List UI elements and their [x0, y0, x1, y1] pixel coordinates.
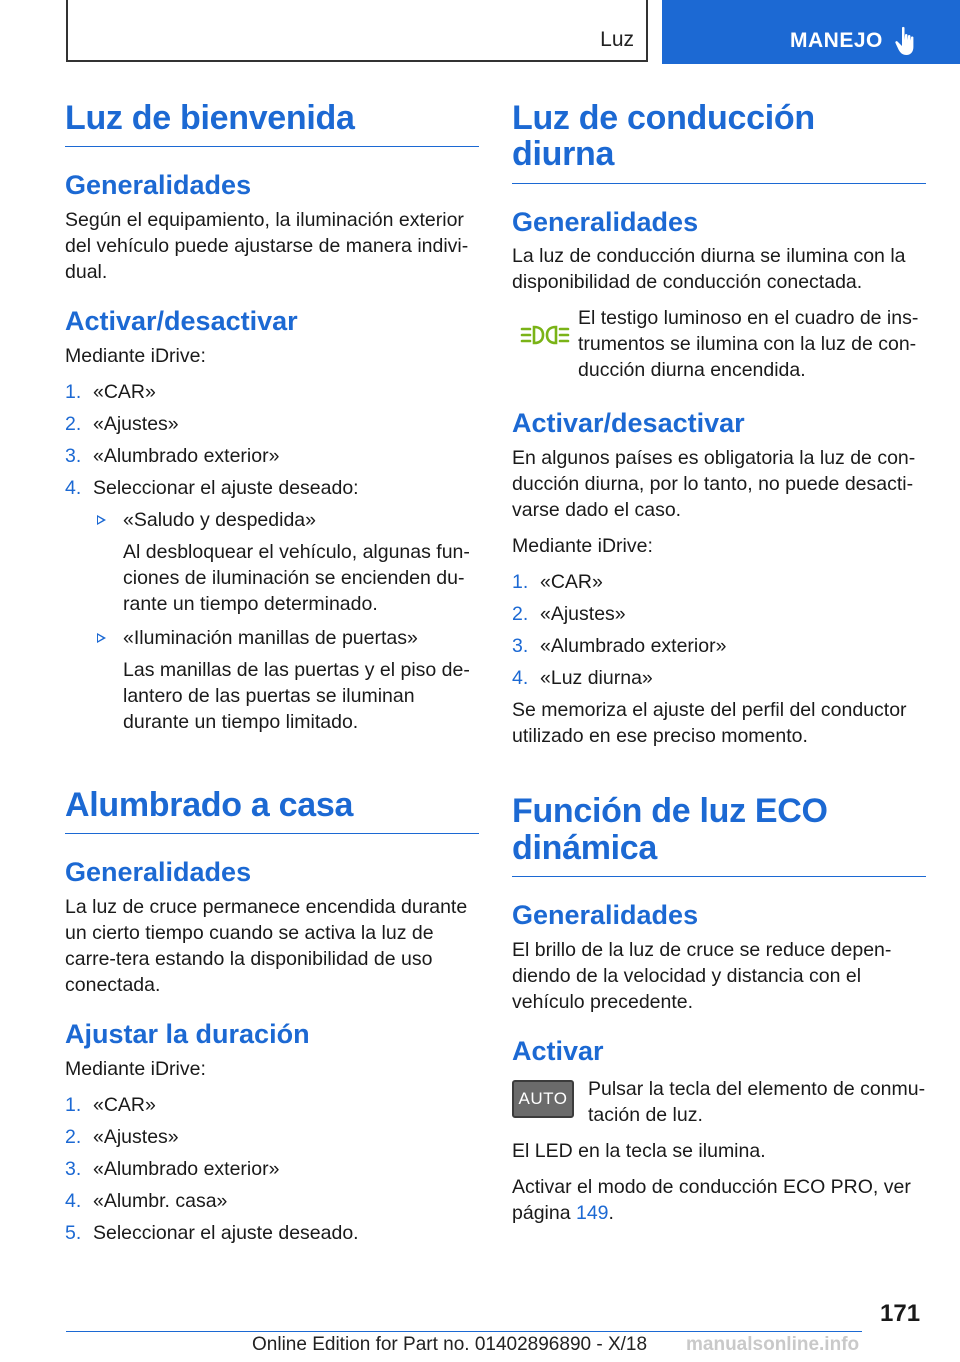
step-text: «Ajustes»	[93, 1125, 179, 1148]
footer-divider	[66, 1331, 862, 1332]
section-title-luz-bienvenida: Luz de bienvenida	[65, 100, 479, 147]
step-number: 4.	[65, 476, 82, 499]
paragraph-obligatoria: En algunos países es obligatoria la luz de con-ducción diurna, por lo tanto, no puede desacti-varse dado el caso.	[512, 447, 916, 522]
step-number: 2.	[65, 412, 82, 435]
heading-generalidades: Generalidades	[512, 206, 699, 237]
heading-generalidades: Generalidades	[512, 899, 699, 930]
footer-edition-text: Online Edition for Part no. 01402896890 - X/18	[252, 1334, 648, 1355]
step-number: 3.	[65, 1157, 82, 1180]
steps-list	[65, 1092, 479, 1246]
page-number: 171	[880, 1300, 921, 1327]
triangle-bullet-icon	[97, 633, 106, 643]
paragraph-led: El LED en la tecla se ilumina.	[512, 1140, 766, 1163]
paragraph-mediante-idrive: Mediante iDrive:	[512, 535, 653, 558]
step-number: 4.	[512, 667, 529, 690]
heading-activar-desactivar: Activar/desactivar	[65, 306, 298, 337]
list-item	[65, 379, 479, 405]
paragraph-generalidades: La luz de cruce permanece encendida durante un cierto tiempo cuando se activa la luz de carre-tera estando la disponibilidad de uso conectada.	[65, 895, 468, 996]
indicator-note	[512, 305, 926, 383]
step-text: «CAR»	[93, 1093, 156, 1116]
step-number: 1.	[512, 571, 529, 594]
sub-options-list	[93, 507, 479, 735]
step-text: «CAR»	[93, 380, 156, 403]
list-item	[93, 507, 479, 617]
paragraph-pulsar: Pulsar la tecla del elemento de conmu-tación de luz.	[588, 1078, 926, 1127]
page-reference-link[interactable]: 149	[575, 1202, 609, 1225]
steps-list	[512, 569, 926, 691]
paragraph-mediante-idrive: Mediante iDrive:	[65, 344, 206, 367]
heading-ajustar-duracion: Ajustar la duración	[65, 1018, 310, 1049]
header-chapter-tab[interactable]	[662, 0, 960, 64]
paragraph-generalidades: Según el equipamiento, la iluminación exterior del vehículo puede ajustarse de manera indivi-dual.	[65, 209, 469, 284]
paragraph-testigo: El testigo luminoso en el cuadro de ins-trumentos se ilumina con la luz de con-ducción diurna encendida.	[578, 307, 919, 382]
auto-button-note	[512, 1076, 926, 1128]
list-item	[512, 601, 926, 627]
heading-generalidades: Generalidades	[65, 857, 252, 888]
hand-pointer-icon	[894, 26, 920, 56]
steps-list	[65, 379, 479, 735]
header-section-label: Luz	[600, 28, 634, 51]
left-column	[65, 100, 479, 1252]
header-chapter-label: MANEJO	[790, 29, 883, 52]
step-text: «Ajustes»	[540, 603, 626, 626]
step-text: «CAR»	[540, 571, 603, 594]
triangle-bullet-icon	[97, 515, 106, 525]
step-text: Seleccionar el ajuste deseado.	[93, 1221, 359, 1244]
step-text: «Alumbr. casa»	[93, 1189, 228, 1212]
list-item	[512, 665, 926, 691]
list-item	[65, 443, 479, 469]
paragraph-generalidades: La luz de conducción diurna se ilumina con la disponibilidad de conducción conectada.	[512, 245, 906, 294]
step-text: «Alumbrado exterior»	[540, 635, 727, 658]
step-text: «Alumbrado exterior»	[93, 1157, 280, 1180]
section-title-alumbrado-casa: Alumbrado a casa	[65, 787, 479, 834]
step-text: «Alumbrado exterior»	[93, 444, 280, 467]
list-item	[65, 1156, 479, 1182]
list-item	[512, 569, 926, 595]
list-item	[65, 1124, 479, 1150]
step-number: 5.	[65, 1221, 82, 1244]
heading-activar: Activar	[512, 1035, 604, 1066]
list-item	[512, 633, 926, 659]
eco-pro-text: Activar el modo de conducción ECO PRO, ver página	[512, 1176, 911, 1225]
option-title: «Iluminación manillas de puertas»	[123, 626, 418, 649]
section-title-luz-diurna: Luz de conducción diurna	[512, 100, 926, 184]
step-number: 1.	[65, 380, 82, 403]
section-title-eco-dinamica: Función de luz ECO dinámica	[512, 793, 926, 877]
step-text: Seleccionar el ajuste deseado:	[93, 476, 359, 499]
step-number: 2.	[65, 1125, 82, 1148]
heading-activar-desactivar: Activar/desactivar	[512, 408, 745, 439]
right-column	[512, 100, 926, 1226]
paragraph-mediante-idrive: Mediante iDrive:	[65, 1057, 206, 1080]
watermark-text: manualsonline.info	[686, 1334, 860, 1355]
step-text: «Luz diurna»	[540, 667, 653, 690]
paragraph-eco-pro	[512, 1174, 926, 1226]
option-description: Al desbloquear el vehículo, algunas fun-ciones de iluminación se encienden du-rante un tiempo determinado.	[123, 540, 470, 615]
header-section-box	[66, 0, 648, 62]
list-item	[65, 411, 479, 437]
step-number: 3.	[512, 635, 529, 658]
list-item	[65, 1092, 479, 1118]
step-number: 4.	[65, 1189, 82, 1212]
list-item	[65, 1220, 479, 1246]
list-item	[65, 475, 479, 735]
step-number: 1.	[65, 1093, 82, 1116]
auto-button-wrapper	[512, 1076, 588, 1128]
step-number: 3.	[65, 444, 82, 467]
option-title: «Saludo y despedida»	[123, 508, 316, 531]
daytime-light-indicator-icon	[512, 305, 578, 383]
eco-pro-text-end: .	[608, 1202, 614, 1225]
option-description: Las manillas de las puertas y el piso de-lantero de las puertas se iluminan durante un tiempo limitado.	[123, 658, 470, 733]
paragraph-memoriza: Se memoriza el ajuste del perfil del conductor utilizado en ese preciso momento.	[512, 699, 907, 748]
auto-light-button-icon: AUTO	[512, 1080, 574, 1118]
paragraph-generalidades: El brillo de la luz de cruce se reduce depen-diendo de la velocidad y distancia con el vehículo precedente.	[512, 938, 892, 1013]
step-text: «Ajustes»	[93, 412, 179, 435]
list-item	[65, 1188, 479, 1214]
list-item	[93, 625, 479, 735]
step-number: 2.	[512, 603, 529, 626]
heading-generalidades: Generalidades	[65, 170, 252, 201]
